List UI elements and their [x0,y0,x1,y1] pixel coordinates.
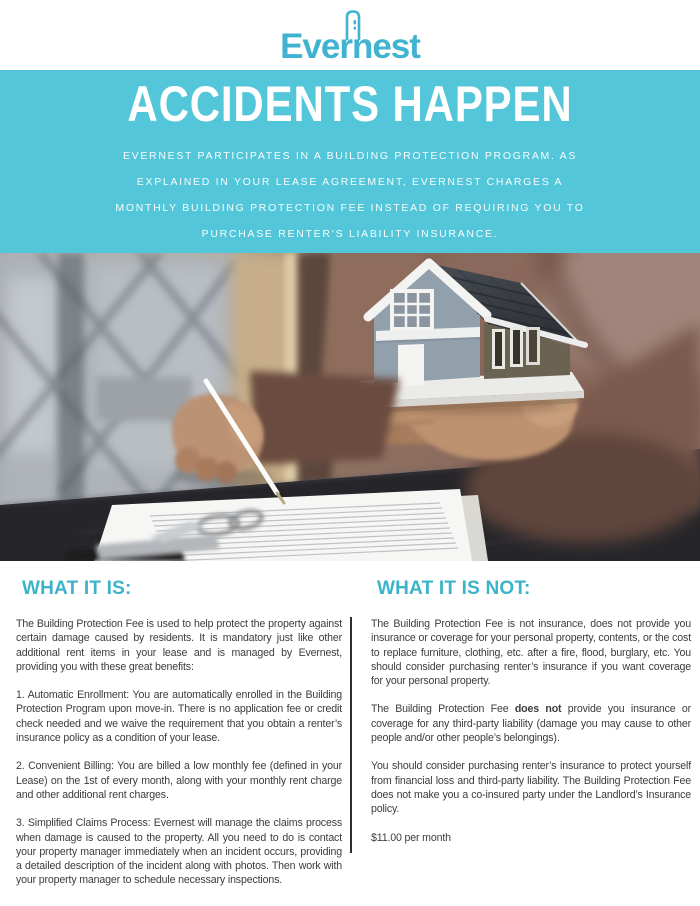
paragraph-text: The Building Protection Fee [371,703,515,716]
paragraph-text: provide you insurance or coverage for any third-party liability (damage you may cause to other people and/or other people’s belongings). [371,703,691,745]
paragraph: You should consider purchasing renter’s insurance to protect yourself from financial loss and third-party liability. The Building Protection Fee does not make you a co-insured party under the Landlord’s Insurance policy. [371,760,691,816]
banner-subtitle-line: EXPLAINED IN YOUR LEASE AGREEMENT, EVERNEST CHARGES A [136,176,564,188]
hero-photo [0,253,700,561]
banner-subtitle [0,143,700,247]
column-divider [350,617,352,853]
paragraph: 3. Simplified Claims Process: Evernest will manage the claims process when damage is caused to the property. All you need to do is contact your property manager immediately when an incident occurs, providing a detailed description of the incident along with photos. Then work with your property manager to schedule necessary inspections. [16,817,342,887]
photo-illustration [0,253,700,561]
what-it-is-column [16,578,342,902]
banner-subtitle-line: EVERNEST PARTICIPATES IN A BUILDING PROTECTION PROGRAM. AS [122,150,578,162]
what-it-is-not-heading: WHAT IT IS NOT: [377,578,531,599]
paragraph: 1. Automatic Enrollment: You are automatically enrolled in the Building Protection Program upon move-in. There is no application fee or credit check needed and we waive the requirement that you obtain a renter’s insurance policy as a condition of your lease. [16,689,342,745]
paragraph: The Building Protection Fee is used to help protect the property against certain damage caused by residents. It is mandatory just like other additional rent items in your lease and is managed by Evernest, providing you with these great benefits: [16,618,342,673]
paragraph [371,702,691,745]
paragraph: 2. Convenient Billing: You are billed a low monthly fee (defined in your Lease) on the 1st of every month, along with your monthly rent charge and other additional rent charges. [16,760,342,801]
sleeve-cuff [250,371,400,465]
paragraph: The Building Protection Fee is not insurance, does not provide you insurance or coverage for your personal property, contents, or the cost to replace furniture, clothing, etc. after a fire, flood, burglary, etc. You should consider purchasing renter’s insurance if you want coverage for your personal property. [371,618,691,688]
what-it-is-not-column [371,578,691,859]
hero-banner [0,70,700,253]
info-section [0,561,700,906]
banner-subtitle-line: MONTHLY BUILDING PROTECTION FEE INSTEAD OF REQUIRING YOU TO [115,202,585,214]
what-it-is-heading: WHAT IT IS: [22,578,132,599]
evernest-logo [240,0,460,70]
monthly-price: $11.00 per month [371,831,451,844]
emphasized-text: does not [514,703,562,716]
brand-wordmark: Evernest [280,27,420,66]
house-door [398,344,424,387]
banner-subtitle-line: PURCHASE RENTER’S LIABILITY INSURANCE. [201,228,499,240]
page-title: ACCIDENTS HAPPEN [127,76,573,132]
header [0,0,700,70]
